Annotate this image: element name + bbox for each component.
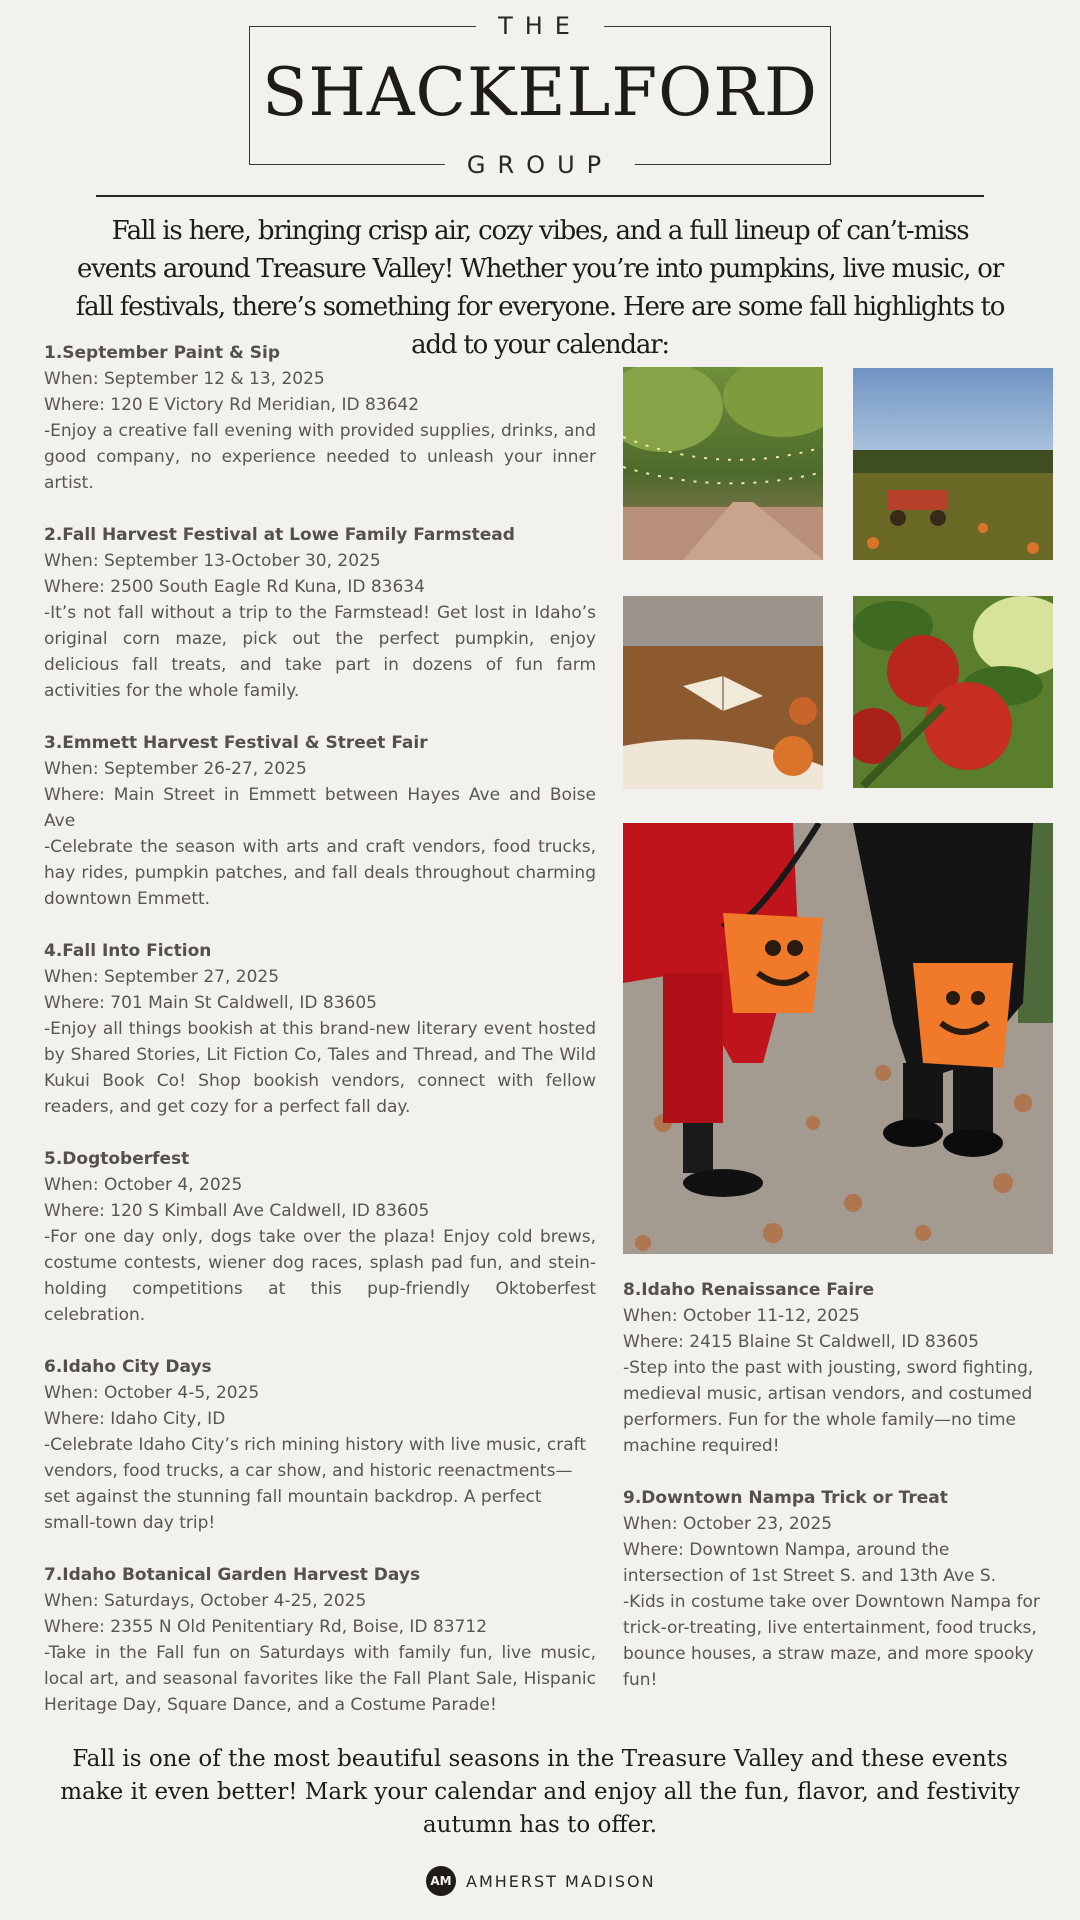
string-lights-garden-photo (623, 367, 823, 560)
event-where: Where: 2415 Blaine St Caldwell, ID 83605 (623, 1332, 979, 1352)
event-where: Where: 120 S Kimball Ave Caldwell, ID 83605 (44, 1201, 430, 1221)
event-description: -For one day only, dogs take over the plaza! Enjoy cold brews, costume contests, wiener dog races, splash pad fun, and stein-holding competitions at this pup-friendly Oktoberfest celebration. (44, 1227, 596, 1325)
closing-paragraph: Fall is one of the most beautiful seasons in the Treasure Valley and these events make it even better! Mark your calendar and enjoy all the fun, flavor, and festivity autumn has to offer. (60, 1746, 1020, 1838)
event-title: 4.Fall Into Fiction (44, 941, 212, 961)
event-title: 5.Dogtoberfest (44, 1149, 190, 1169)
event-when: When: September 27, 2025 (44, 967, 280, 987)
event-when: When: October 4, 2025 (44, 1175, 243, 1195)
events-column-left (44, 340, 596, 1744)
event-title: 7.Idaho Botanical Garden Harvest Days (44, 1565, 421, 1585)
event-description: -Step into the past with jousting, sword fighting, medieval music, artisan vendors, and costumed performers. Fun for the whole family—no time machine required! (623, 1358, 1034, 1456)
logo-group-text: GROUP (445, 151, 635, 179)
event-description: -Kids in costume take over Downtown Nampa for trick-or-treating, live entertainment, food trucks, bounce houses, a straw maze, and more spooky fun! (623, 1592, 1040, 1690)
event-where: Where: Idaho City, ID (44, 1409, 226, 1429)
event-title: 1.September Paint & Sip (44, 343, 281, 363)
event-item (44, 938, 596, 1120)
event-when: When: September 13-October 30, 2025 (44, 551, 381, 571)
event-when: When: October 11-12, 2025 (623, 1306, 860, 1326)
amherst-madison-logo-icon: AM (426, 1866, 456, 1896)
event-title: 2.Fall Harvest Festival at Lowe Family Farmstead (44, 525, 515, 545)
event-item (44, 1562, 596, 1718)
header-divider (96, 195, 984, 197)
event-where: Where: 2355 N Old Penitentiary Rd, Boise, ID 83712 (44, 1617, 488, 1637)
event-title: 6.Idaho City Days (44, 1357, 212, 1377)
shackelford-group-logo (249, 12, 831, 179)
event-when: When: October 23, 2025 (623, 1514, 833, 1534)
event-title: 9.Downtown Nampa Trick or Treat (623, 1488, 948, 1508)
pumpkin-patch-wagon-photo (853, 368, 1053, 560)
events-column-right (623, 1277, 1053, 1719)
event-title: 3.Emmett Harvest Festival & Street Fair (44, 733, 428, 753)
event-item (623, 1485, 1053, 1693)
event-title: 8.Idaho Renaissance Faire (623, 1280, 875, 1300)
event-description: -Celebrate the season with arts and craft vendors, food trucks, hay rides, pumpkin patches, and fall deals throughout charming downtown Emmett. (44, 837, 596, 909)
event-when: When: September 12 & 13, 2025 (44, 369, 325, 389)
event-description: -Enjoy all things bookish at this brand-new literary event hosted by Shared Stories, Lit Fiction Co, Tales and Thread, and The Wild Kukui Book Co! Shop bookish vendors, connect with fellow readers, and get cozy for a perfect fall day. (44, 1019, 596, 1117)
logo-the-text: THE (476, 12, 604, 40)
trick-or-treat-kids-photo (623, 823, 1053, 1254)
event-description: -Take in the Fall fun on Saturdays with family fun, live music, local art, and seasonal favorites like the Fall Plant Sale, Hispanic Heritage Day, Square Dance, and a Costume Parade! (44, 1643, 596, 1715)
event-description: -It’s not fall without a trip to the Farmstead! Get lost in Idaho’s original corn maze, pick out the perfect pumpkin, enjoy delicious fall treats, and take part in dozens of fun farm activities for the whole family. (44, 603, 596, 701)
event-where: Where: Downtown Nampa, around the intersection of 1st Street S. and 13th Ave S. (623, 1540, 997, 1586)
event-where: Where: Main Street in Emmett between Hayes Ave and Boise Ave (44, 785, 596, 831)
event-item (44, 1146, 596, 1328)
red-apples-tree-photo (853, 596, 1053, 788)
event-item (623, 1277, 1053, 1459)
event-description: -Enjoy a creative fall evening with provided supplies, drinks, and good company, no experience needed to unleash your inner artist. (44, 421, 596, 493)
logo-name-text: SHACKELFORD (262, 54, 818, 131)
event-where: Where: 2500 South Eagle Rd Kuna, ID 83634 (44, 577, 425, 597)
event-when: When: September 26-27, 2025 (44, 759, 307, 779)
event-where: Where: 701 Main St Caldwell, ID 83605 (44, 993, 377, 1013)
brand-name: AMHERST MADISON (466, 1871, 656, 1891)
event-when: When: Saturdays, October 4-25, 2025 (44, 1591, 367, 1611)
event-description: -Celebrate Idaho City’s rich mining history with live music, craft vendors, food trucks, a car show, and historic reenactments—set against the stunning fall mountain backdrop. A perfect small-town day trip! (44, 1435, 587, 1533)
event-when: When: October 4-5, 2025 (44, 1383, 260, 1403)
event-item (44, 522, 596, 704)
amherst-madison-brand (426, 1865, 656, 1897)
reading-book-autumn-photo (623, 596, 823, 789)
intro-paragraph: Fall is here, bringing crisp air, cozy vibes, and a full lineup of can’t-miss events around Treasure Valley! Whether you’re into pumpkins, live music, or fall festivals, there’s something for everyone. Here are some fall highlights to add to your calendar: (75, 216, 1005, 360)
event-item (44, 340, 596, 496)
event-item (44, 1354, 596, 1536)
event-item (44, 730, 596, 912)
event-where: Where: 120 E Victory Rd Meridian, ID 83642 (44, 395, 420, 415)
